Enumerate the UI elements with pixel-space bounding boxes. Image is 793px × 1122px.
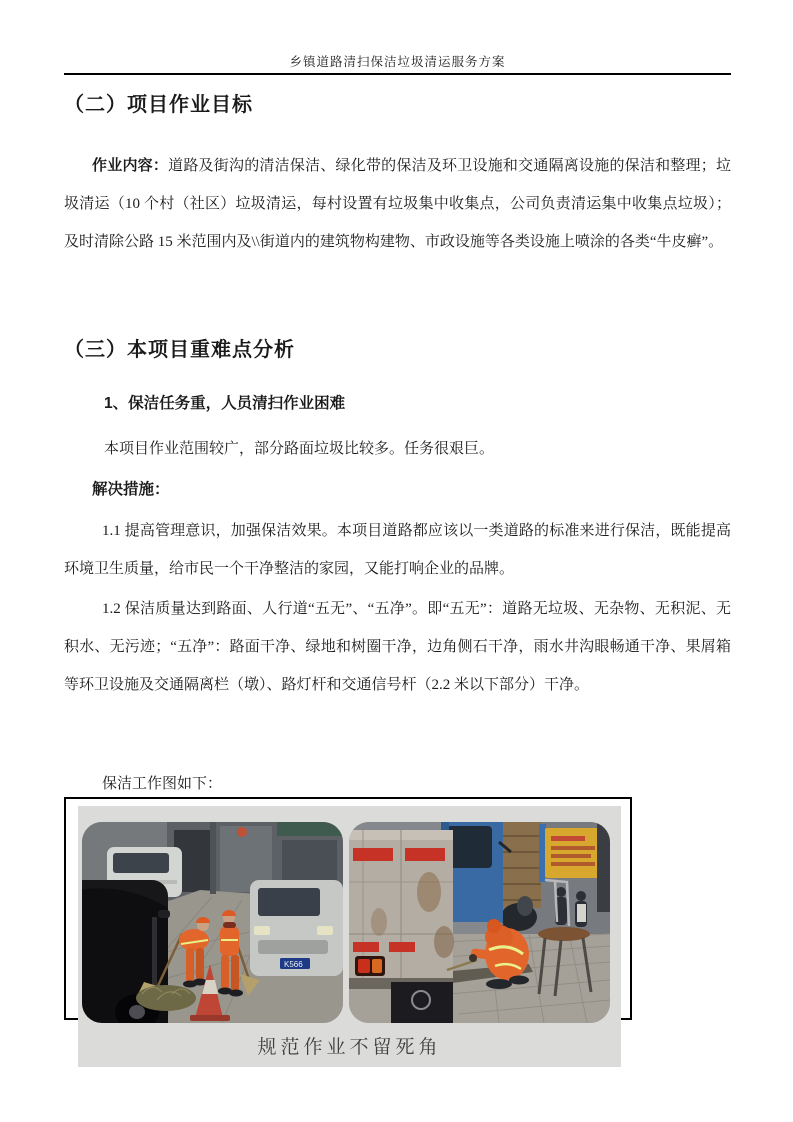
utility-pole bbox=[210, 822, 216, 894]
section-2-heading: （二）项目作业目标 bbox=[64, 94, 253, 116]
figure-panel bbox=[78, 806, 621, 1067]
section-2-paragraph bbox=[64, 147, 731, 261]
figure-photo-right bbox=[349, 822, 610, 1023]
license-plate-text: K566 bbox=[284, 960, 303, 969]
truck-side-cleaning-photo-illustration bbox=[349, 822, 610, 1023]
measures-label: 解决措施： bbox=[92, 481, 170, 498]
page-header-title: 乡镇道路清扫保洁垃圾清运服务方案 bbox=[289, 55, 506, 69]
section-3-heading: （三）本项目重难点分析 bbox=[64, 339, 295, 361]
measure-1-2: 1.2 保洁质量达到路面、人行道“五无”、“五净”。即“五无”：道路无垃圾、无杂物、无积泥、无积水、无污迹；“五净”：路面干净、绿地和树圈干净，边角侧石干净，雨水井沟眼畅通干净、果屑箱等环卫设施及交通隔离栏（墩）、路灯杆和交通信号杆（2.2 米以下部分）干净。 bbox=[64, 601, 731, 693]
silver-van bbox=[250, 880, 343, 976]
street-sweeping-photo-illustration bbox=[82, 822, 343, 1023]
figure-photo-left bbox=[82, 822, 343, 1023]
section-3-intro: 本项目作业范围较广，部分路面垃圾比较多。任务很艰巨。 bbox=[104, 441, 495, 457]
section-3-sub-heading: 1、保洁任务重，人员清扫作业困难 bbox=[104, 395, 346, 412]
header-rule bbox=[64, 73, 731, 75]
figure-intro: 保洁工作图如下： bbox=[102, 776, 223, 792]
figure-caption: 规范作业不留死角 bbox=[257, 1037, 442, 1058]
section-2-paragraph-lead: 作业内容： bbox=[92, 157, 169, 174]
swept-debris-pile bbox=[136, 985, 196, 1011]
measure-1-1: 1.1 提高管理意识，加强保洁效果。本项目道路都应该以一类道路的标准来进行保洁，既能提高环境卫生质量，给市民一个干净整洁的家园，又能打响企业的品牌。 bbox=[64, 523, 731, 577]
section-2-paragraph-body: 道路及街沟的清洁保洁、绿化带的保洁及环卫设施和交通隔离设施的保洁和整理；垃圾清运（10 个村（社区）垃圾清运，每村设置有垃圾集中收集点，公司负责清运集中收集点垃圾）；及时清除公路 15 米范围内及\\街道内的建筑物构建物、市政设施等各类设施上喷涂的各类“牛皮癣”。 bbox=[64, 158, 731, 250]
shop-signboard bbox=[539, 824, 603, 882]
wooden-racks bbox=[499, 822, 541, 908]
